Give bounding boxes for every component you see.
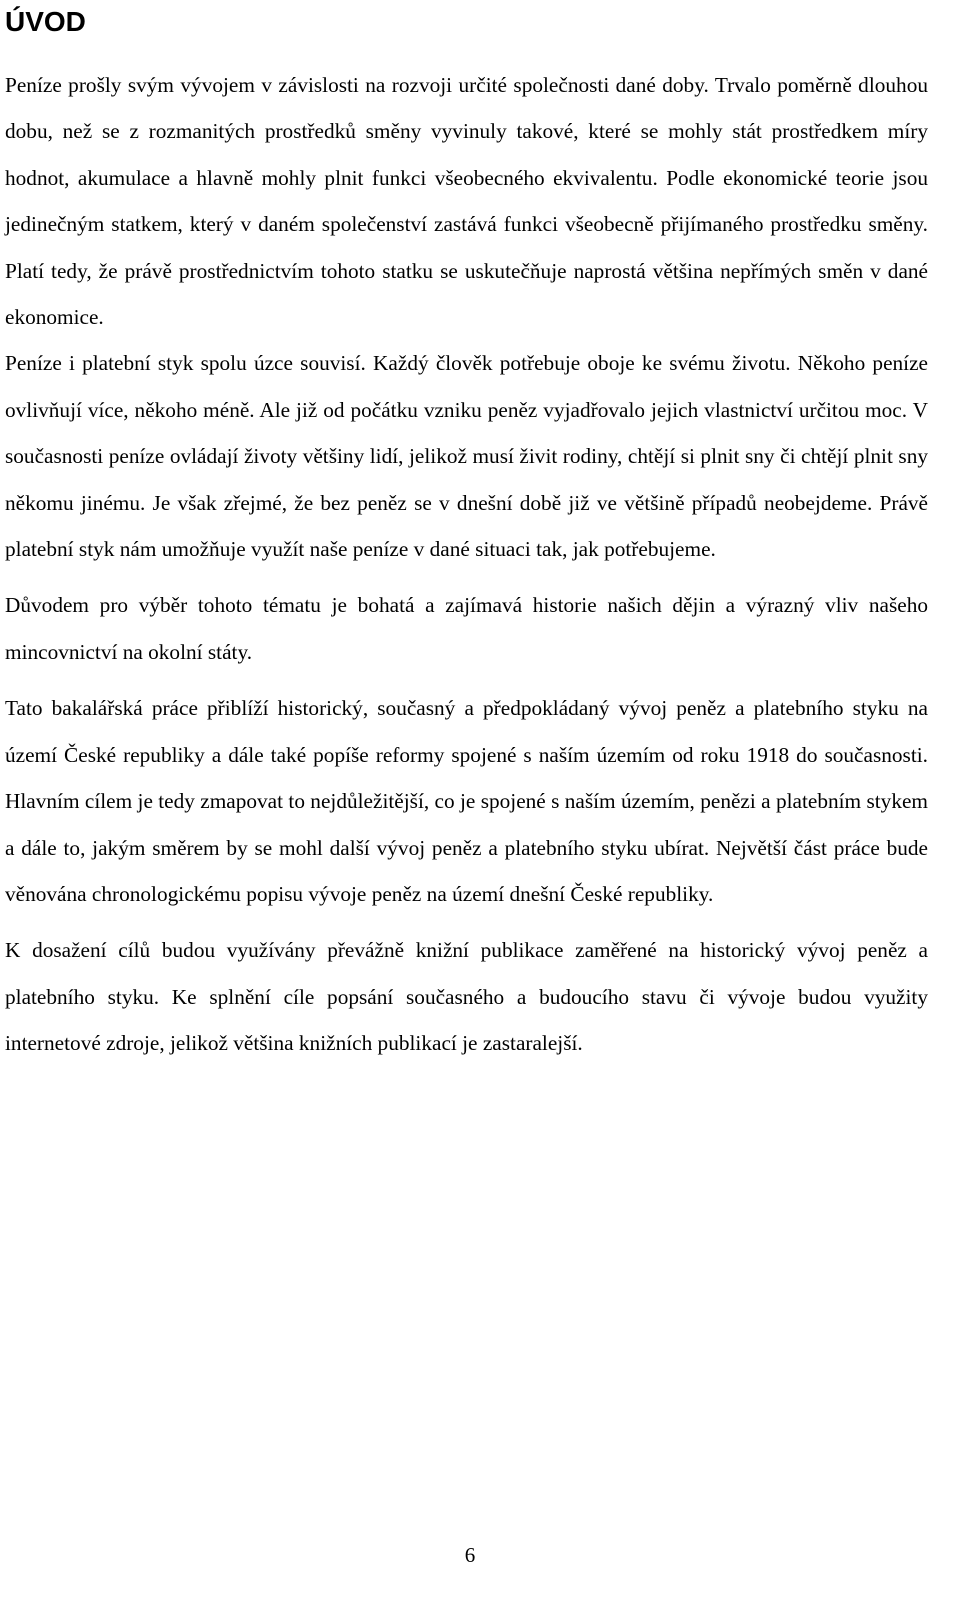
paragraph-thesis-aim: Tato bakalářská práce přiblíží historický, současný a předpokládaný vývoj peněz a platebního styku na území České republiky a dále také popíše reformy spojené s naším územím od roku 1918 do současnosti. Hlavním cílem je tedy zmapovat to nejdůležitější, co je spojené s naším územím, penězi a platebním stykem a dále to, jakým směrem by se mohl další vývoj peněz a platebního styku ubírat. Největší část práce bude věnována chronologickému popisu vývoje peněz na území dnešní České republiky.: [5, 696, 928, 906]
section-heading: ÚVOD: [5, 6, 86, 37]
paragraph-money-evolution: Peníze prošly svým vývojem v závislosti na rozvoji určité společnosti dané doby. Trvalo poměrně dlouhou dobu, než se z rozmanitých prostředků směny vyvinuly takové, které se mohly stát prostředkem míry hodnot, akumulace a hlavně mohly plnit funkci všeobecného ekvivalentu. Podle ekonomické teorie jsou jedinečným statkem, který v daném společenství zastává funkci všeobecně přijímaného prostředku směny. Platí tedy, že právě prostřednictvím tohoto statku se uskutečňuje naprostá většina nepřímých směn v dané ekonomice.: [5, 73, 928, 330]
page-number: 6: [464, 1543, 476, 1567]
paragraph-payment-system: Peníze i platební styk spolu úzce souvisí. Každý člověk potřebuje oboje ke svému životu. Někoho peníze ovlivňují více, někoho méně. Ale již od počátku vzniku peněz vyjadřovalo jejich vlastnictví určitou moc. V současnosti peníze ovládají životy většiny lidí, jelikož musí živit rodiny, chtějí si plnit sny či chtějí plnit sny někomu jinému. Je však zřejmé, že bez peněz se v dnešní době již ve většině případů neobejdeme. Právě platební styk nám umožňuje využít naše peníze v dané situaci tak, jak potřebujeme.: [5, 351, 928, 562]
paragraph-topic-reason: Důvodem pro výběr tohoto tématu je bohatá a zajímavá historie našich dějin a výrazný vliv našeho mincovnictví na okolní státy.: [5, 593, 928, 664]
paragraph-sources: K dosažení cílů budou využívány převážně knižní publikace zaměřené na historický vývoj peněz a platebního styku. Ke splnění cíle popsání současného a budoucího stavu či vývoje budou využity internetové zdroje, jelikož většina knižních publikací je zastaralejší.: [5, 938, 928, 1056]
body-text: [5, 62, 928, 1067]
